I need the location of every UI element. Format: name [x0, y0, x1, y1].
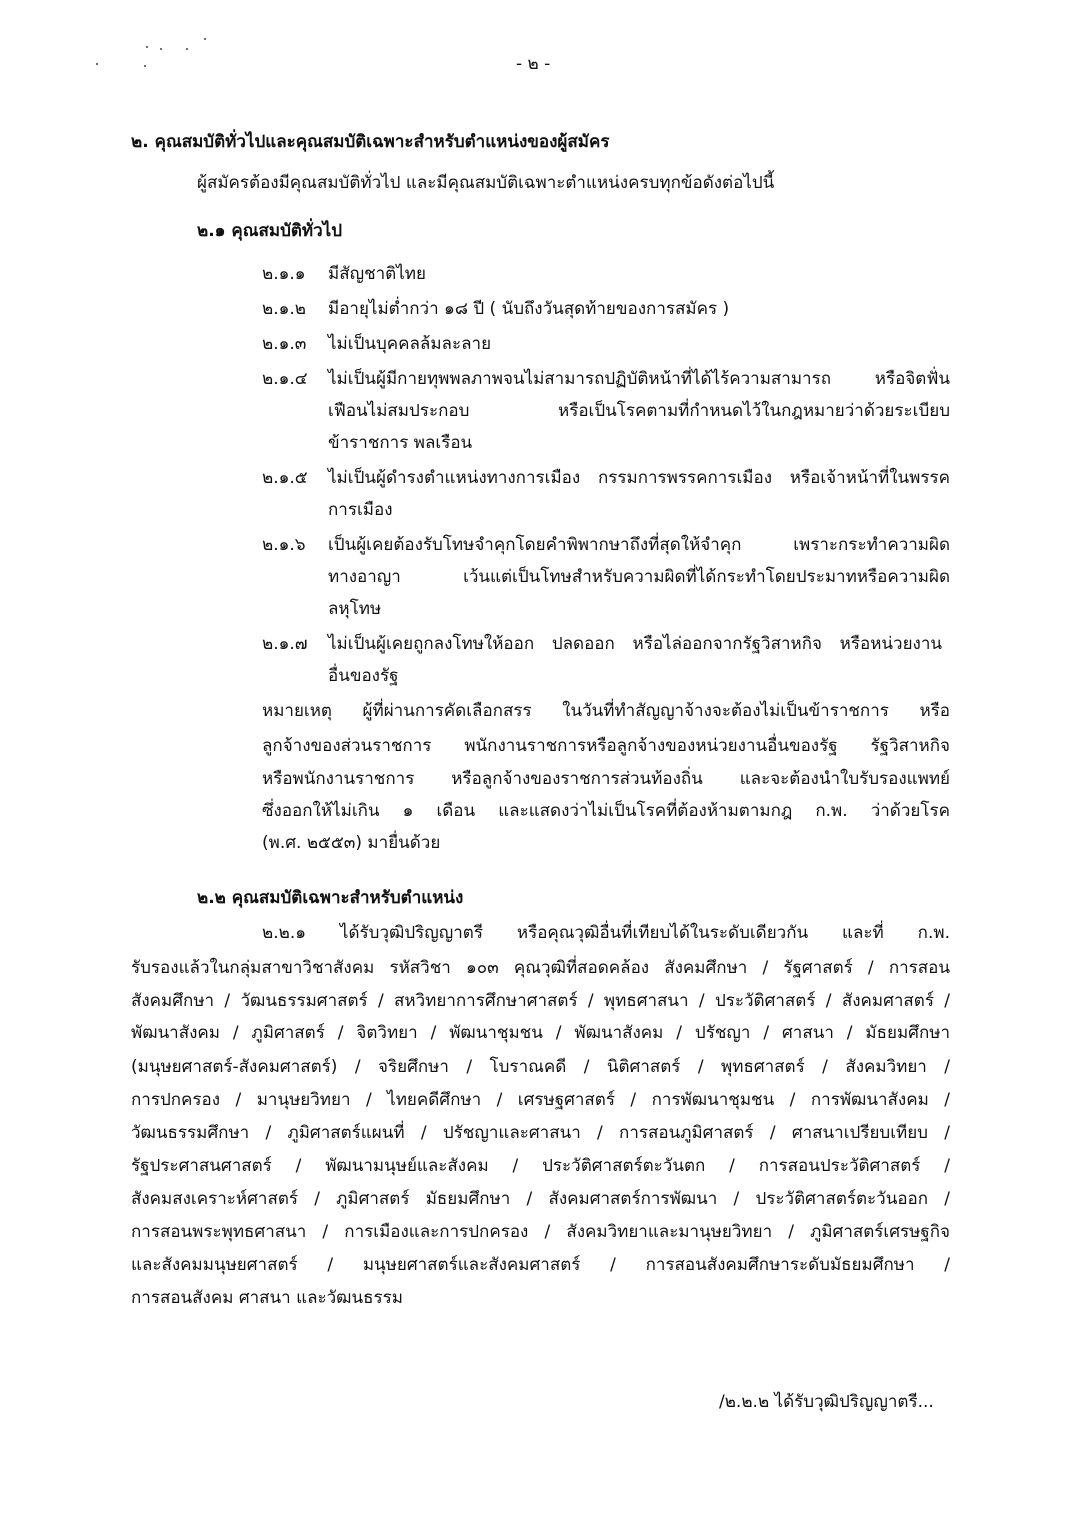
paragraph-line: พัฒนาสังคม / ภูมิศาสตร์ / จิตวิทยา / พัฒนาชุมชน / พัฒนาสังคม / ปรัชญา / ศาสนา / มัธยมศึกษา [131, 1023, 950, 1043]
item-number: ๒.๑.๓ [262, 334, 307, 354]
item-text: ข้าราชการ พลเรือน [328, 433, 473, 453]
paragraph-line: และสังคมมนุษยศาสตร์ / มนุษยศาสตร์และสังคมศาสตร์ / การสอนสังคมศึกษาระดับมัธยมศึกษา / [131, 1255, 950, 1275]
section-2-1-heading: ๒.๑ คุณสมบัติทั่วไป [197, 221, 343, 241]
note-line: ซึ่งออกให้ไม่เกิน ๑ เดือน และแสดงว่าไม่เป็นโรคที่ต้องห้ามตามกฎ ก.พ. ว่าด้วยโรค [262, 801, 950, 821]
section-2-heading: ๒. คุณสมบัติทั่วไปและคุณสมบัติเฉพาะสำหรับตำแหน่งของผู้สมัคร [131, 132, 610, 152]
item-text: ทางอาญา เว้นแต่เป็นโทษสำหรับความผิดที่ได้กระทำโดยประมาทหรือความผิด [328, 567, 950, 587]
item-number: ๒.๑.๗ [262, 634, 308, 654]
item-text: มีอายุไม่ต่ำกว่า ๑๘ ปี ( นับถึงวันสุดท้ายของการสมัคร ) [328, 299, 730, 319]
item-text: เฟือนไม่สมประกอบ หรือเป็นโรคตามที่กำหนดไว้ในกฎหมายว่าด้วยระเบียบ [328, 401, 950, 421]
paragraph-line: การสอนพระพุทธศาสนา / การเมืองและการปกครอง / สังคมวิทยาและมานุษยวิทยา / ภูมิศาสตร์เศรษฐกิจ [131, 1222, 950, 1242]
paragraph-line: (มนุษยศาสตร์-สังคมศาสตร์) / จริยศึกษา / โบราณคดี / นิติศาสตร์ / พุทธศาสตร์ / สังคมวิทยา / [131, 1057, 950, 1077]
paragraph-line: การปกครอง / มานุษยวิทยา / ไทยคดีศึกษา / เศรษฐศาสตร์ / การพัฒนาชุมชน / การพัฒนาสังคม / [131, 1090, 950, 1110]
paragraph-line: รัฐประศาสนศาสตร์ / พัฒนามนุษย์และสังคม / ประวัติศาสตร์ตะวันตก / การสอนประวัติศาสตร์ / [131, 1156, 950, 1176]
note-line: ลูกจ้างของส่วนราชการ พนักงานราชการหรือลูกจ้างของหน่วยงานอื่นของรัฐ รัฐวิสาหกิจ [262, 736, 950, 756]
continuation-text: /๒.๒.๒ ได้รับวุฒิปริญญาตรี... [719, 1392, 934, 1412]
item-text: ไม่เป็นผู้เคยถูกลงโทษให้ออก ปลดออก หรือไล่ออกจากรัฐวิสาหกิจ หรือหน่วยงาน [328, 634, 942, 654]
item-number: ๒.๑.๔ [262, 369, 308, 389]
paragraph-line: สังคมศึกษา / วัฒนธรรมศาสตร์ / สหวิทยาการศึกษาศาสตร์ / พุทธศาสนา / ประวัติศาสตร์ / สังคมศาสตร์ / [131, 991, 950, 1011]
item-text: ไม่เป็นบุคคลล้มละลาย [328, 334, 492, 354]
item-number: ๒.๑.๒ [262, 299, 307, 319]
note-line: หรือพนักงานราชการ หรือลูกจ้างของราชการส่วนท้องถิ่น และจะต้องนำใบรับรองแพทย์ [262, 769, 950, 789]
paragraph-line: สังคมสงเคราะห์ศาสตร์ / ภูมิศาสตร์ มัธยมศึกษา / สังคมศาสตร์การพัฒนา / ประวัติศาสตร์ตะวันออก / [131, 1189, 950, 1209]
note-line: (พ.ศ. ๒๕๕๓) มายื่นด้วย [262, 833, 441, 853]
paragraph-line: วัฒนธรรมศึกษา / ภูมิศาสตร์แผนที่ / ปรัชญาและศาสนา / การสอนภูมิศาสตร์ / ศาสนาเปรียบเทียบ / [131, 1123, 950, 1143]
page-number: - ๒ - [516, 54, 551, 74]
item-text: มีสัญชาติไทย [328, 264, 426, 284]
item-number: ๒.๑.๕ [262, 468, 308, 488]
paragraph-line: รับรองแล้วในกลุ่มสาขาวิชาสังคม รหัสวิชา ๑๐๓ คุณวุฒิที่สอดคล้อง สังคมศึกษา / รัฐศาสตร์ / การสอน [131, 958, 950, 978]
scan-speckles [96, 36, 216, 76]
section-2-intro: ผู้สมัครต้องมีคุณสมบัติทั่วไป และมีคุณสมบัติเฉพาะตำแหน่งครบทุกข้อดังต่อไปนี้ [197, 173, 775, 193]
item-text: ไม่เป็นผู้ดำรงตำแหน่งทางการเมือง กรรมการพรรคการเมือง หรือเจ้าหน้าที่ในพรรค [328, 468, 950, 488]
item-text: ลหุโทษ [328, 599, 382, 619]
item-text: การเมือง [328, 500, 393, 520]
item-text: เป็นผู้เคยต้องรับโทษจำคุกโดยคำพิพากษาถึงที่สุดให้จำคุก เพราะกระทำความผิด [328, 535, 950, 555]
paragraph-line: การสอนสังคม ศาสนา และวัฒนธรรม [131, 1288, 403, 1308]
item-text: ไม่เป็นผู้มีกายทุพพลภาพจนไม่สามารถปฏิบัติหน้าที่ได้ไร้ความสามารถ หรือจิตฟั่น [328, 369, 950, 389]
item-number: ๒.๑.๑ [262, 264, 306, 284]
note-line: หมายเหตุ ผู้ที่ผ่านการคัดเลือกสรร ในวันที่ทำสัญญาจ้างจะต้องไม่เป็นข้าราชการ หรือ [262, 701, 950, 721]
paragraph-line: ๒.๒.๑ ได้รับวุฒิปริญญาตรี หรือคุณวุฒิอื่นที่เทียบได้ในระดับเดียวกัน และที่ ก.พ. [262, 923, 950, 943]
section-2-2-heading: ๒.๒ คุณสมบัติเฉพาะสำหรับตำแหน่ง [197, 888, 464, 908]
item-text: อื่นของรัฐ [328, 666, 399, 686]
item-number: ๒.๑.๖ [262, 535, 306, 555]
